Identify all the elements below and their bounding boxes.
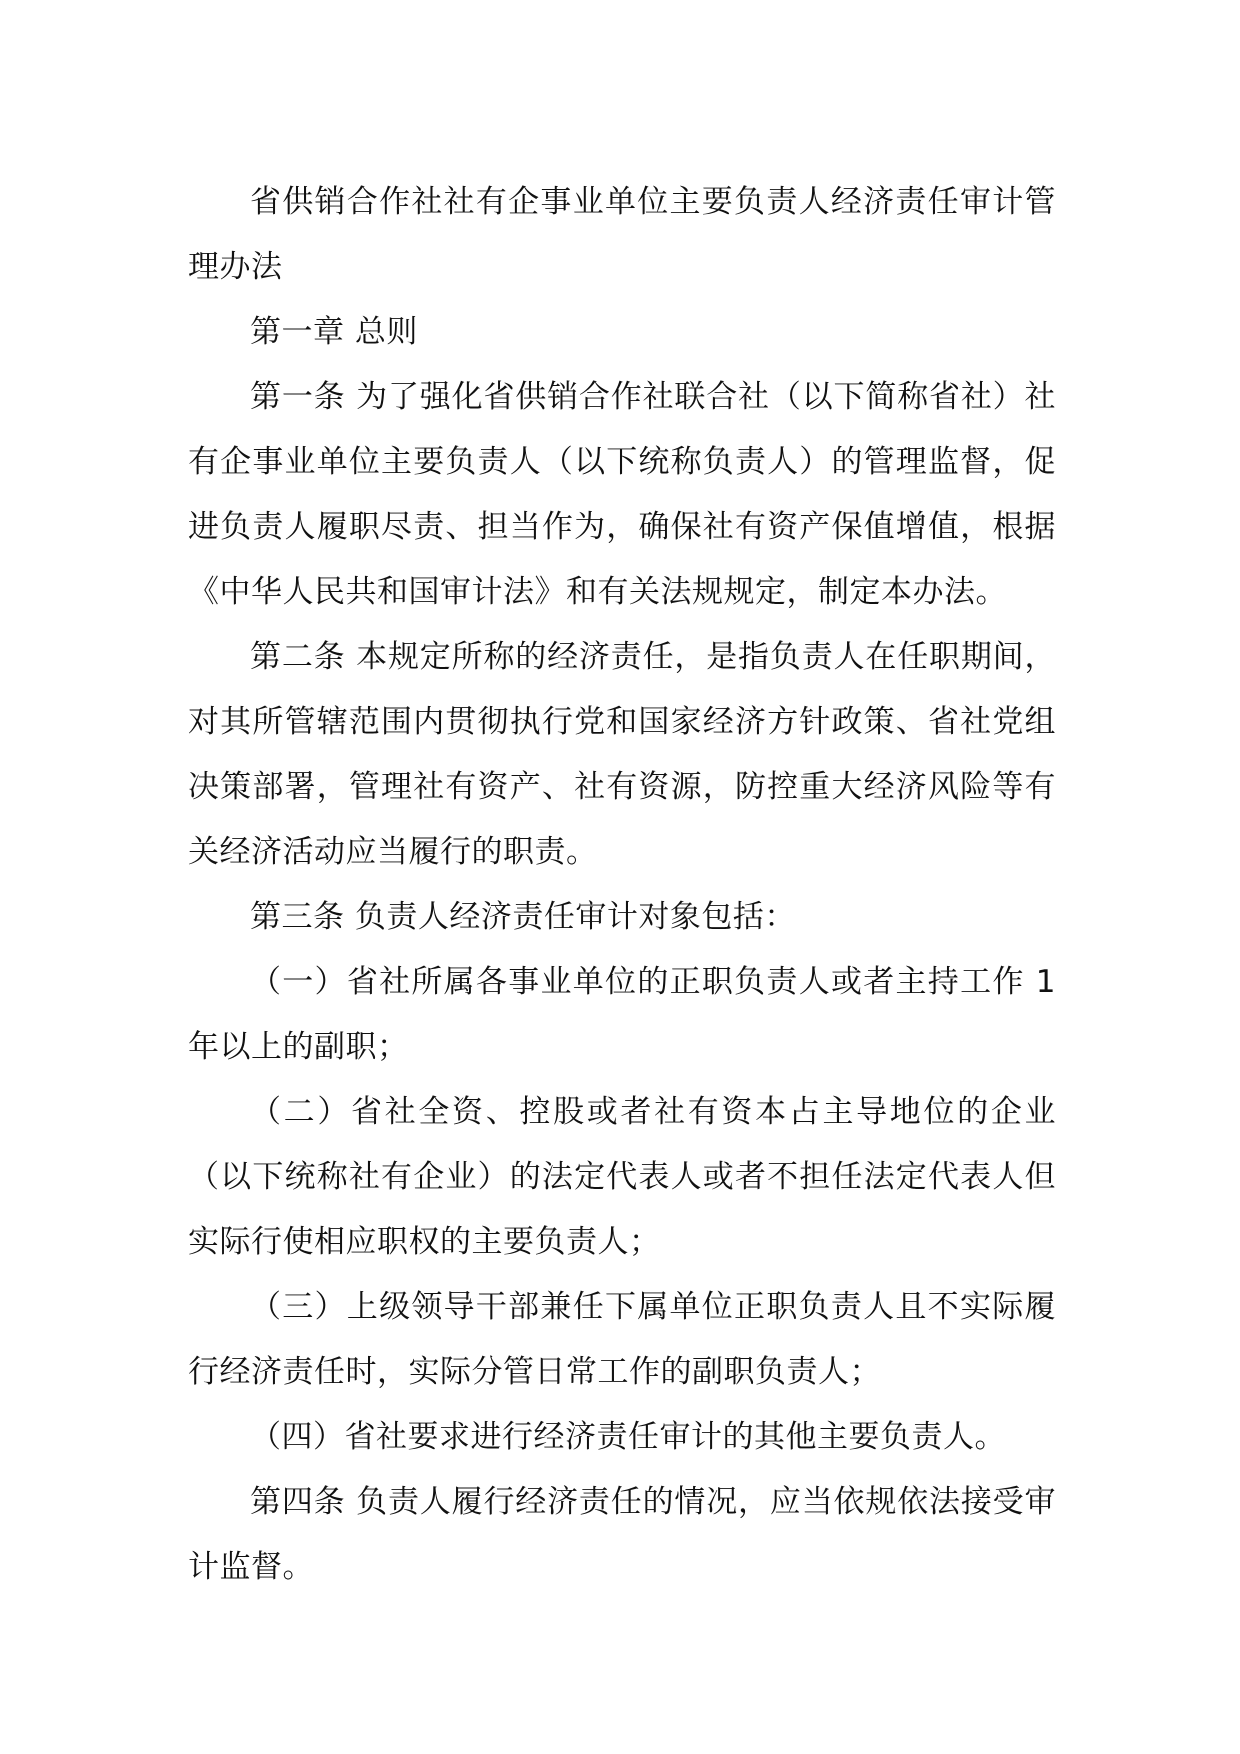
- document-body: [188, 170, 1056, 1600]
- document-title: 省供销合作社社有企事业单位主要负责人经济责任审计管理办法: [188, 184, 1056, 285]
- article-4: 第四条 负责人履行经济责任的情况，应当依规依法接受审计监督。: [188, 1484, 1056, 1585]
- article-3-item-3: （三）上级领导干部兼任下属单位正职负责人且不实际履行经济责任时，实际分管日常工作的副职负责人；: [188, 1289, 1056, 1390]
- article-3: 第三条 负责人经济责任审计对象包括：: [250, 899, 796, 935]
- article-3-item-1: （一）省社所属各事业单位的正职负责人或者主持工作 1 年以上的副职；: [188, 964, 1056, 1065]
- article-1: 第一条 为了强化省供销合作社联合社（以下简称省社）社有企事业单位主要负责人（以下统称负责人）的管理监督，促进负责人履职尽责、担当作为，确保社有资产保值增值，根据《中华人民共和国审计法》和有关法规规定，制定本办法。: [188, 379, 1056, 610]
- article-3-item-2: （二）省社全资、控股或者社有资本占主导地位的企业（以下统称社有企业）的法定代表人或者不担任法定代表人但实际行使相应职权的主要负责人；: [188, 1094, 1056, 1260]
- chapter-heading: 第一章 总则: [250, 314, 418, 350]
- article-3-item-4: （四）省社要求进行经济责任审计的其他主要负责人。: [250, 1419, 1006, 1455]
- article-2: 第二条 本规定所称的经济责任，是指负责人在任职期间，对其所管辖范围内贯彻执行党和国家经济方针政策、省社党组决策部署，管理社有资产、社有资源，防控重大经济风险等有关经济活动应当履行的职责。: [188, 639, 1056, 870]
